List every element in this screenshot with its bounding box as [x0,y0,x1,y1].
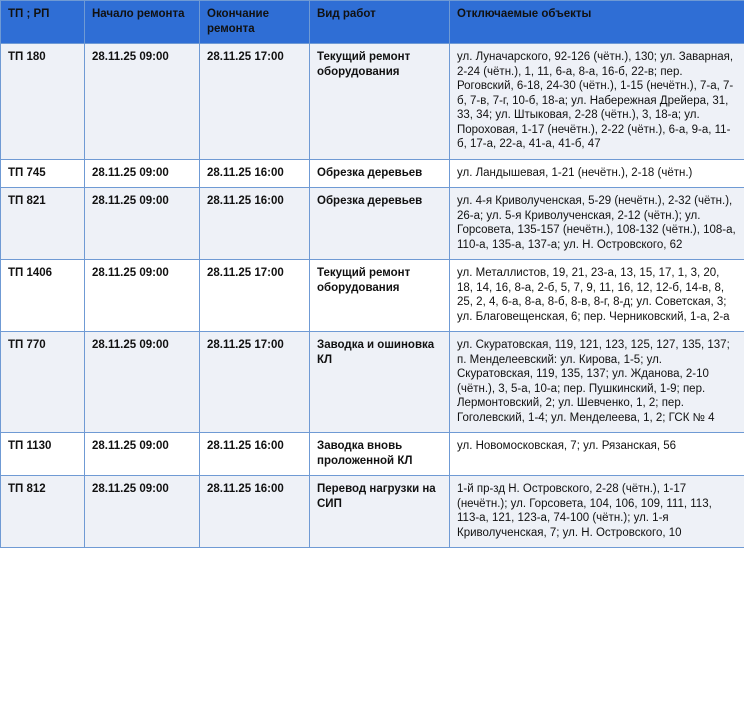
cell-tp: ТП 812 [1,476,85,548]
cell-work-type: Обрезка деревьев [310,159,450,188]
cell-tp: ТП 821 [1,188,85,260]
column-header-tp: ТП ; РП [1,1,85,44]
cell-start: 28.11.25 09:00 [85,476,200,548]
cell-start: 28.11.25 09:00 [85,433,200,476]
cell-objects: ул. Новомосковская, 7; ул. Рязанская, 56 [450,433,744,476]
cell-tp: ТП 770 [1,332,85,433]
cell-start: 28.11.25 09:00 [85,188,200,260]
table-row [1,332,744,433]
cell-objects: ул. Ландышевая, 1-21 (нечётн.), 2-18 (чётн.) [450,159,744,188]
cell-work-type: Текущий ремонт оборудования [310,44,450,160]
cell-end: 28.11.25 17:00 [200,332,310,433]
table-row [1,433,744,476]
cell-work-type: Заводка и ошиновка КЛ [310,332,450,433]
cell-tp: ТП 1406 [1,260,85,332]
column-header-start: Начало ремонта [85,1,200,44]
cell-objects: 1-й пр-зд Н. Островского, 2-28 (чётн.), 1-17 (нечётн.); ул. Горсовета, 104, 106, 109, 111, 113, 113-а, 121, 123-а, 74-100 (чётн.); ул. 1-я Криволученская, 7; ул. Н. Островского, 10 [450,476,744,548]
cell-tp: ТП 745 [1,159,85,188]
column-header-work-type: Вид работ [310,1,450,44]
cell-end: 28.11.25 16:00 [200,433,310,476]
table-row [1,44,744,160]
column-header-objects: Отключаемые объекты [450,1,744,44]
cell-end: 28.11.25 17:00 [200,44,310,160]
header-row [1,1,744,44]
cell-objects: ул. 4-я Криволученская, 5-29 (нечётн.), 2-32 (чётн.), 26-а; ул. 5-я Криволученская, 2-12 (чётн.); ул. Горсовета, 135-157 (нечётн.), 108-132 (чётн.), 108-а, 110-а, 135-а, 137-а; ул. Н. Островского, 62 [450,188,744,260]
cell-work-type: Перевод нагрузки на СИП [310,476,450,548]
cell-end: 28.11.25 16:00 [200,188,310,260]
table-row [1,188,744,260]
cell-tp: ТП 1130 [1,433,85,476]
cell-objects: ул. Луначарского, 92-126 (чётн.), 130; ул. Заварная, 2-24 (чётн.), 1, 11, 6-а, 8-а, 16-б, 22-в; пер. Роговский, 6-18, 24-30 (чётн.), 1-15 (нечётн.), 7-а, 7-б, 7-в, 7-г, 10-б, 18-а; ул. Набережная Дрейера, 31, 33, 34; ул. Штыковая, 2-28 (чётн.), 3, 18-а; ул. Пороховая, 1-17 (нечётн.), 2-22 (чётн.), 6-а, 9-а, 11-б, 17-а, 22-а, 41-а, 41-б, 47 [450,44,744,160]
cell-tp: ТП 180 [1,44,85,160]
cell-end: 28.11.25 16:00 [200,159,310,188]
cell-start: 28.11.25 09:00 [85,260,200,332]
cell-end: 28.11.25 17:00 [200,260,310,332]
table-body [1,44,744,548]
cell-work-type: Текущий ремонт оборудования [310,260,450,332]
cell-start: 28.11.25 09:00 [85,332,200,433]
cell-start: 28.11.25 09:00 [85,159,200,188]
table-row [1,159,744,188]
cell-objects: ул. Металлистов, 19, 21, 23-а, 13, 15, 17, 1, 3, 20, 18, 14, 16, 8-а, 2-б, 5, 7, 9, 11, 16, 12, 12-б, 14-в, 8, 25, 2, 4, 6-а, 8-а, 8-б, 8-в, 8-г, 8-д; ул. Советская, 3; ул. Благовещенская, 6; пер. Черниковский, 1-а, 2-а [450,260,744,332]
table-row [1,476,744,548]
table-header [1,1,744,44]
cell-objects: ул. Скуратовская, 119, 121, 123, 125, 127, 135, 137; п. Менделеевский: ул. Кирова, 1-5; ул. Скуратовская, 119, 135, 137; ул. Жданова, 2-10 (чётн.), 3, 5-а, 10-а; пер. Пушкинский, 1-9; пер. Лермонтовский, 2; ул. Шевченко, 1, 2; пер. Гоголевский, 1-4; ул. Менделеева, 1, 2; ГСК № 4 [450,332,744,433]
column-header-end: Окончание ремонта [200,1,310,44]
cell-work-type: Заводка вновь проложенной КЛ [310,433,450,476]
table-row [1,260,744,332]
cell-work-type: Обрезка деревьев [310,188,450,260]
cell-end: 28.11.25 16:00 [200,476,310,548]
cell-start: 28.11.25 09:00 [85,44,200,160]
